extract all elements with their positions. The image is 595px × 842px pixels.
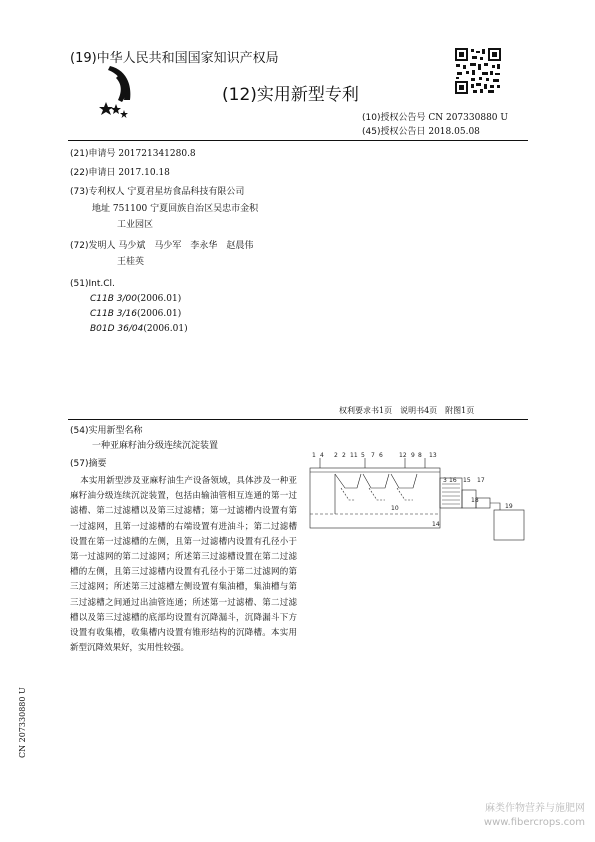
- patent-type-title: (12)实用新型专利: [222, 85, 359, 105]
- drawing-filter-trough-2: [363, 474, 389, 488]
- drawing-label: 17: [477, 477, 485, 484]
- drawing-label: 6: [379, 452, 383, 459]
- address-line-1: 751100 宁夏回族自治区吴忠市金积: [112, 204, 259, 214]
- address-label: 地址: [92, 204, 111, 214]
- section-divider: [68, 419, 528, 420]
- int-cl-year: (2006.01): [143, 324, 188, 334]
- drawing-label: 11: [350, 452, 358, 459]
- application-date-label: (22)申请日: [70, 168, 116, 178]
- drawing-label: 1: [312, 452, 316, 459]
- drawing-label: 19: [505, 503, 513, 510]
- title-label: (54)实用新型名称: [70, 426, 143, 436]
- patentee-value: 宁夏君星坊食品科技有限公司: [127, 187, 245, 197]
- int-cl-row: [90, 323, 188, 336]
- drawing-label: 8: [418, 452, 422, 459]
- qr-code: [454, 47, 502, 95]
- pages-info: 权利要求书1页 说明书4页 附图1页: [339, 406, 475, 415]
- inventors-label: (72)发明人: [70, 241, 116, 251]
- side-publication-number: CN 207330880 U: [18, 687, 27, 758]
- drawing-label: 2: [334, 452, 338, 459]
- address-row: [92, 203, 258, 216]
- drawing-label: 13: [429, 452, 437, 459]
- drawing-label: 5: [361, 452, 365, 459]
- int-cl-year: (2006.01): [136, 294, 182, 304]
- drawing-label: 15: [463, 477, 471, 484]
- application-date-value: 2017.10.18: [118, 168, 170, 178]
- drawing-label: 7: [371, 452, 375, 459]
- abstract-label: (57)摘要: [70, 459, 107, 469]
- sipo-logo: [96, 64, 136, 122]
- int-cl-year: (2006.01): [136, 309, 182, 319]
- drawing-filter-trough-1: [335, 474, 361, 488]
- utility-model-title: 一种亚麻籽油分级连续沉淀装置: [92, 441, 219, 451]
- drawing-label: 4: [320, 452, 324, 459]
- drawing-filter-trough-3: [391, 474, 417, 488]
- drawing-label: 18: [471, 497, 479, 504]
- drawing-tank-19: [494, 510, 524, 540]
- pub-date-row: [362, 126, 480, 139]
- drawing-tank-outline: [310, 468, 440, 528]
- patentee-row: [70, 186, 244, 199]
- office-name: (19)中华人民共和国国家知识产权局: [70, 51, 279, 66]
- pub-date-label: (45)授权公告日: [362, 127, 426, 137]
- device-drawing: [305, 452, 530, 552]
- abstract-text: 本实用新型涉及亚麻籽油生产设备领域，具体涉及一种亚麻籽油分级连续沉淀装置，包括由输油管相互连通的第一过滤槽、第二过滤槽以及第三过滤槽；第一过滤槽内设置有第一过滤网，且第一过滤槽的右端设置有进油斗；第二过滤槽设置在第一过滤槽的左侧，且第一过滤槽内设置有孔径小于第一过滤网的第二过滤网；所述第三过滤槽设置在第二过滤槽的左侧，且第三过滤槽内设置有孔径小于第二过滤网的第三过滤网；所述第三过滤槽左侧设置有集油槽，集油槽与第三过滤槽之间通过出油管连通；所述第一过滤槽、第二过滤槽以及第三过滤槽的底部均设置有沉降漏斗，沉降漏斗下方设置有收集槽，收集槽内设置有锥形结构的沉降槽。本实用新型沉降效果好，实用性较强。: [70, 476, 297, 654]
- int-cl-code: C11B 3/16: [90, 309, 137, 319]
- drawing-label: 10: [391, 505, 399, 512]
- int-cl-code: B01D 36/04: [90, 324, 144, 334]
- int-cl-code: C11B 3/00: [90, 294, 137, 304]
- int-cl-row: [90, 293, 181, 306]
- drawing-label: 16: [449, 477, 457, 484]
- application-no-row: [70, 148, 196, 161]
- watermark-line-2: www.fibercrops.com: [483, 817, 585, 828]
- application-no-value: 201721341280.8: [118, 149, 196, 159]
- watermark: [484, 802, 585, 830]
- drawing-label: 3: [443, 477, 447, 484]
- drawing-label: 2: [342, 452, 346, 459]
- int-cl-row: [90, 308, 181, 321]
- drawing-label: 9: [411, 452, 415, 459]
- drawing-label: 14: [432, 521, 440, 528]
- inventors-line-1: 马少斌 马少军 李永华 赵晨伟: [118, 241, 254, 251]
- application-no-label: (21)申请号: [70, 149, 116, 159]
- application-date-row: [70, 167, 170, 180]
- pub-no-row: [362, 112, 508, 125]
- inventors-row: [70, 240, 253, 253]
- pub-no-value: CN 207330880 U: [428, 113, 508, 123]
- watermark-line-1: 麻类作物营养与施肥网: [485, 803, 585, 814]
- patentee-label: (73)专利权人: [70, 187, 125, 197]
- drawing-label: 12: [399, 452, 407, 459]
- inventors-line-2: 王桂英: [117, 257, 145, 267]
- int-cl-label: (51)Int.Cl.: [70, 279, 115, 289]
- pub-date-value: 2018.05.08: [428, 127, 480, 137]
- address-line-2: 工业园区: [117, 220, 154, 230]
- pub-no-label: (10)授权公告号: [362, 113, 426, 123]
- header-divider: [68, 140, 528, 141]
